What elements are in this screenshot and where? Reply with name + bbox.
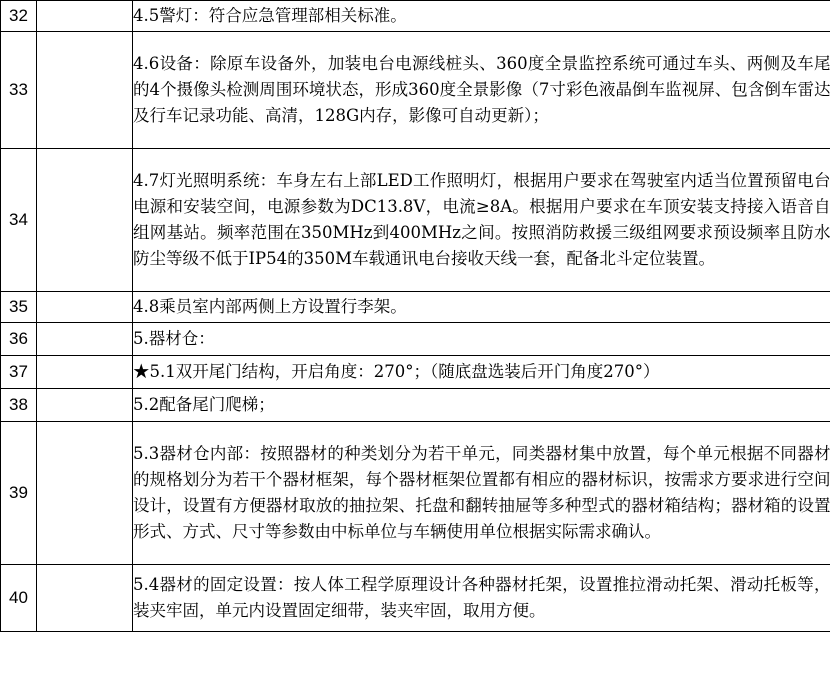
row-number: 33 [1, 32, 37, 149]
table-row [1, 149, 830, 292]
row-spacer [37, 1, 133, 32]
row-number: 35 [1, 292, 37, 323]
row-requirement-text: 5.4器材的固定设置：按人体工程学原理设计各种器材托架，设置推拉滑动托架、滑动托板等，装夹牢固，单元内设置固定细带，装夹牢固，取用方便。 [133, 565, 830, 632]
row-number: 39 [1, 422, 37, 565]
row-requirement-text: ★5.1双开尾门结构，开启角度：270°；（随底盘选装后开门角度270°） [133, 356, 830, 389]
row-number: 40 [1, 565, 37, 632]
row-requirement-text: 5.2配备尾门爬梯； [133, 389, 830, 422]
row-number: 37 [1, 356, 37, 389]
table-row [1, 389, 830, 422]
row-spacer [37, 149, 133, 292]
table-row [1, 422, 830, 565]
row-spacer [37, 356, 133, 389]
row-spacer [37, 565, 133, 632]
table-row [1, 356, 830, 389]
row-spacer [37, 323, 133, 356]
row-requirement-text: 4.6设备：除原车设备外，加装电台电源线桩头、360度全景监控系统可通过车头、两侧及车尾的4个摄像头检测周围环境状态，形成360度全景影像（7寸彩色液晶倒车监视屏、包含倒车雷达及行车记录功能、高清，128G内存，影像可自动更新）； [133, 32, 830, 149]
row-requirement-text: 4.7灯光照明系统：车身左右上部LED工作照明灯，根据用户要求在驾驶室内适当位置预留电台电源和安装空间，电源参数为DC13.8V，电流≥8A。根据用户要求在车顶安装支持接入语音自组网基站。频率范围在350MHz到400MHz之间。按照消防救援三级组网要求预设频率且防水防尘等级不低于IP54的350M车载通讯电台接收天线一套，配备北斗定位装置。 [133, 149, 830, 292]
table-row [1, 32, 830, 149]
row-requirement-text: 4.5警灯：符合应急管理部相关标准。 [133, 1, 830, 32]
row-requirement-text: 4.8乘员室内部两侧上方设置行李架。 [133, 292, 830, 323]
row-requirement-text: 5.器材仓： [133, 323, 830, 356]
row-number: 36 [1, 323, 37, 356]
row-spacer [37, 422, 133, 565]
table-row [1, 1, 830, 32]
row-number: 34 [1, 149, 37, 292]
row-spacer [37, 32, 133, 149]
row-spacer [37, 389, 133, 422]
row-requirement-text: 5.3器材仓内部：按照器材的种类划分为若干单元，同类器材集中放置，每个单元根据不同器材的规格划分为若干个器材框架，每个器材框架位置都有相应的器材标识，按需求方要求进行空间设计，设置有方便器材取放的抽拉架、托盘和翻转抽屉等多种型式的器材箱结构；器材箱的设置形式、方式、尺寸等参数由中标单位与车辆使用单位根据实际需求确认。 [133, 422, 830, 565]
table-row [1, 565, 830, 632]
row-spacer [37, 292, 133, 323]
row-number: 32 [1, 1, 37, 32]
table-row [1, 323, 830, 356]
table-row [1, 292, 830, 323]
row-number: 38 [1, 389, 37, 422]
